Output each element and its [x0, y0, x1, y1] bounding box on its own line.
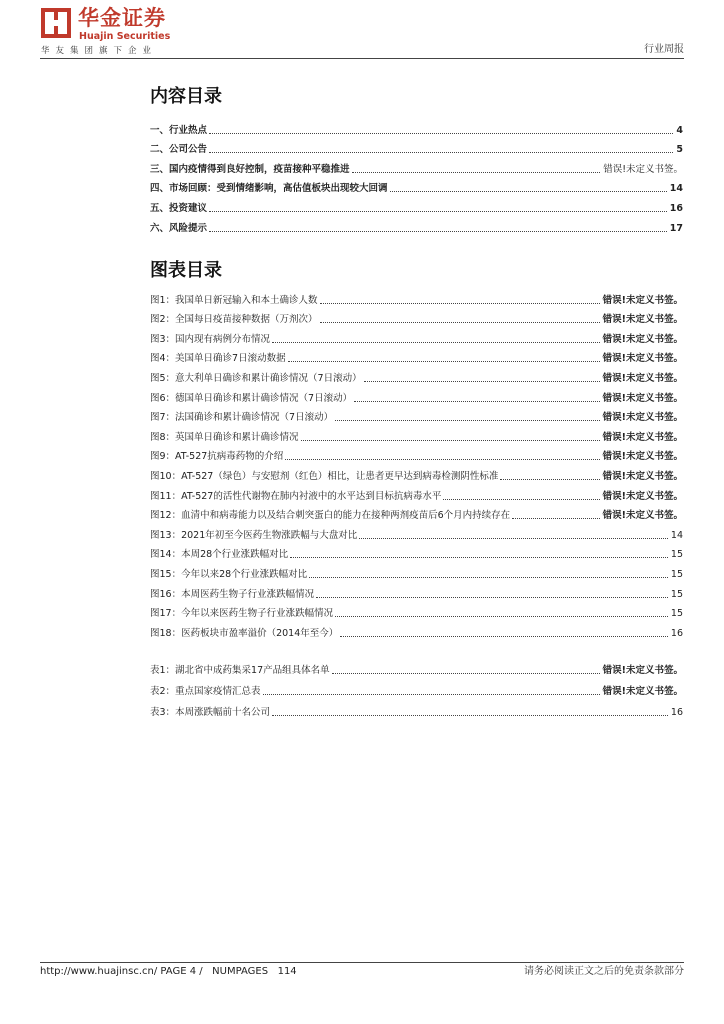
toc-entry-label: 四、市场回顾：受到情绪影响，高估值板块出现较大回调 — [150, 183, 388, 195]
toc-entry-page: 15 — [670, 549, 683, 561]
toc-leader-dots — [390, 191, 667, 192]
toc-entry[interactable] — [150, 620, 683, 640]
toc-entry-page: 16 — [669, 202, 683, 214]
toc-entry[interactable] — [150, 522, 683, 542]
toc-entry-page: 错误!未定义书签。 — [602, 510, 683, 522]
toc-leader-dots — [500, 479, 599, 480]
toc-entry-page: 错误!未定义书签。 — [602, 353, 683, 365]
toc-entry[interactable] — [150, 176, 683, 196]
toc-leader-dots — [335, 420, 600, 421]
logo-english-name: Huajin Securities — [79, 31, 171, 42]
toc-entry-label: 图17：今年以来医药生物子行业涨跌幅情况 — [150, 608, 334, 620]
toc-entry-label: 六、风险提示 — [150, 222, 208, 234]
figures-title: 图表目录 — [150, 260, 222, 281]
toc-entry-label: 图16：本周医药生物子行业涨跌幅情况 — [150, 588, 315, 600]
toc-entry[interactable] — [150, 656, 683, 677]
toc-entry[interactable] — [150, 117, 683, 137]
toc-entry-label: 图2：全国每日疫苗接种数据（万剂次） — [150, 314, 318, 326]
toc-leader-dots — [301, 440, 600, 441]
toc-leader-dots — [309, 577, 668, 578]
toc-leader-dots — [320, 303, 600, 304]
toc-entry-page: 5 — [676, 144, 683, 156]
toc-leader-dots — [340, 636, 668, 637]
toc-entry[interactable] — [150, 215, 683, 235]
document-type: 行业周报 — [644, 44, 684, 55]
logo-chinese-name: 华金证券 — [78, 6, 166, 30]
header-divider — [40, 58, 684, 59]
table-list — [150, 656, 683, 719]
toc-leader-dots — [316, 597, 668, 598]
toc-entry-page: 16 — [670, 627, 683, 639]
header-slogan: 华友集团旗下企业 — [41, 46, 158, 56]
table-of-contents — [150, 117, 683, 235]
toc-title: 内容目录 — [150, 86, 222, 107]
toc-leader-dots — [209, 152, 673, 153]
toc-leader-dots — [209, 211, 667, 212]
toc-entry-page: 错误!未定义书签。 — [602, 333, 683, 345]
toc-entry-label: 二、公司公告 — [150, 144, 208, 156]
toc-leader-dots — [209, 231, 667, 232]
toc-entry-page: 错误!未定义书签。 — [602, 451, 683, 463]
toc-entry[interactable] — [150, 581, 683, 601]
toc-entry-page: 错误!未定义书签。 — [602, 412, 683, 424]
toc-entry-label: 表3：本周涨跌幅前十名公司 — [150, 707, 271, 718]
toc-entry-label: 图7：法国确诊和累计确诊情况（7日滚动） — [150, 412, 334, 424]
toc-entry-page: 错误!未定义书签。 — [603, 163, 683, 175]
toc-entry[interactable] — [150, 326, 683, 346]
toc-entry[interactable] — [150, 287, 683, 307]
toc-leader-dots — [290, 557, 668, 558]
toc-entry-label: 图11：AT-527的活性代谢物在肺内衬液中的水平达到目标抗病毒水平 — [150, 490, 442, 502]
toc-leader-dots — [272, 342, 600, 343]
footer-disclaimer: 请务必阅读正文之后的免责条款部分 — [524, 966, 684, 977]
toc-leader-dots — [320, 322, 600, 323]
toc-entry-label: 表1：湖北省中成药集采17产品组具体名单 — [150, 665, 330, 676]
toc-entry-page: 错误!未定义书签。 — [602, 392, 683, 404]
toc-entry-page: 14 — [670, 529, 683, 541]
toc-entry-label: 图8：英国单日确诊和累计确诊情况 — [150, 431, 299, 443]
toc-entry[interactable] — [150, 137, 683, 157]
page-header — [0, 0, 724, 62]
toc-entry[interactable] — [150, 365, 683, 385]
toc-entry-label: 图6：德国单日确诊和累计确诊情况（7日滚动） — [150, 392, 353, 404]
toc-leader-dots — [512, 518, 600, 519]
toc-entry-page: 15 — [670, 608, 683, 620]
toc-entry-label: 图10：AT-527（绿色）与安慰剂（红色）相比，让患者更早达到病毒检测阴性标准 — [150, 470, 499, 482]
toc-leader-dots — [359, 538, 668, 539]
toc-entry-label: 图4：美国单日确诊7日滚动数据 — [150, 353, 286, 365]
toc-leader-dots — [335, 616, 668, 617]
toc-entry-label: 图14：本周28个行业涨跌幅对比 — [150, 549, 289, 561]
toc-entry-page: 错误!未定义书签。 — [602, 470, 683, 482]
toc-entry[interactable] — [150, 195, 683, 215]
toc-leader-dots — [209, 133, 673, 134]
toc-entry[interactable] — [150, 424, 683, 444]
toc-entry-label: 五、投资建议 — [150, 202, 208, 214]
toc-entry-label: 图3：国内现有病例分布情况 — [150, 333, 271, 345]
huajin-logo-icon — [41, 8, 71, 38]
toc-entry-page: 4 — [676, 124, 683, 136]
toc-leader-dots — [354, 401, 600, 402]
toc-entry[interactable] — [150, 542, 683, 562]
toc-entry-page: 15 — [670, 568, 683, 580]
footer-url[interactable]: http://www.huajinsc.cn/ PAGE 4 / NUMPAGES 114 — [40, 966, 297, 977]
toc-entry-label: 图18：医药板块市盈率溢价（2014年至今） — [150, 627, 339, 639]
toc-leader-dots — [285, 459, 599, 460]
toc-entry-label: 三、国内疫情得到良好控制，疫苗接种平稳推进 — [150, 163, 350, 175]
toc-entry-page: 14 — [669, 183, 683, 195]
toc-leader-dots — [352, 172, 601, 173]
toc-entry[interactable] — [150, 601, 683, 621]
toc-entry-page: 15 — [670, 588, 683, 600]
toc-entry[interactable] — [150, 698, 683, 719]
toc-entry[interactable] — [150, 503, 683, 523]
toc-leader-dots — [332, 673, 600, 674]
toc-entry[interactable] — [150, 307, 683, 327]
toc-entry-label: 表2：重点国家疫情汇总表 — [150, 686, 261, 697]
toc-entry[interactable] — [150, 677, 683, 698]
toc-entry[interactable] — [150, 405, 683, 425]
toc-entry[interactable] — [150, 561, 683, 581]
toc-entry-page: 错误!未定义书签。 — [602, 490, 683, 502]
toc-entry-page: 错误!未定义书签。 — [602, 314, 683, 326]
toc-entry-label: 图9：AT-527抗病毒药物的介绍 — [150, 451, 284, 463]
toc-leader-dots — [288, 361, 600, 362]
toc-entry-page: 错误!未定义书签。 — [602, 294, 683, 306]
toc-entry-page: 错误!未定义书签。 — [602, 686, 683, 697]
toc-entry[interactable] — [150, 156, 683, 176]
toc-entry[interactable] — [150, 346, 683, 366]
toc-entry-page: 错误!未定义书签。 — [602, 665, 683, 676]
toc-entry-label: 图15：今年以来28个行业涨跌幅对比 — [150, 568, 308, 580]
toc-entry-page: 错误!未定义书签。 — [602, 372, 683, 384]
toc-entry-label: 图13：2021年初至今医药生物涨跌幅与大盘对比 — [150, 529, 358, 541]
toc-leader-dots — [272, 715, 668, 716]
toc-entry-label: 图5：意大利单日确诊和累计确诊情况（7日滚动） — [150, 372, 362, 384]
toc-entry-page: 16 — [670, 707, 683, 718]
toc-entry[interactable] — [150, 444, 683, 464]
toc-entry-page: 错误!未定义书签。 — [602, 431, 683, 443]
figure-list — [150, 287, 683, 640]
toc-entry-label: 图1：我国单日新冠输入和本土确诊人数 — [150, 294, 318, 306]
toc-entry-label: 图12：血清中和病毒能力以及结合刺突蛋白的能力在接种两剂疫苗后6个月内持续存在 — [150, 510, 511, 522]
toc-entry[interactable] — [150, 463, 683, 483]
toc-entry[interactable] — [150, 483, 683, 503]
toc-leader-dots — [364, 381, 600, 382]
toc-entry-page: 17 — [669, 222, 683, 234]
toc-leader-dots — [263, 694, 600, 695]
toc-entry[interactable] — [150, 385, 683, 405]
toc-entry-label: 一、行业热点 — [150, 124, 208, 136]
toc-leader-dots — [443, 499, 599, 500]
footer-divider — [40, 962, 684, 963]
